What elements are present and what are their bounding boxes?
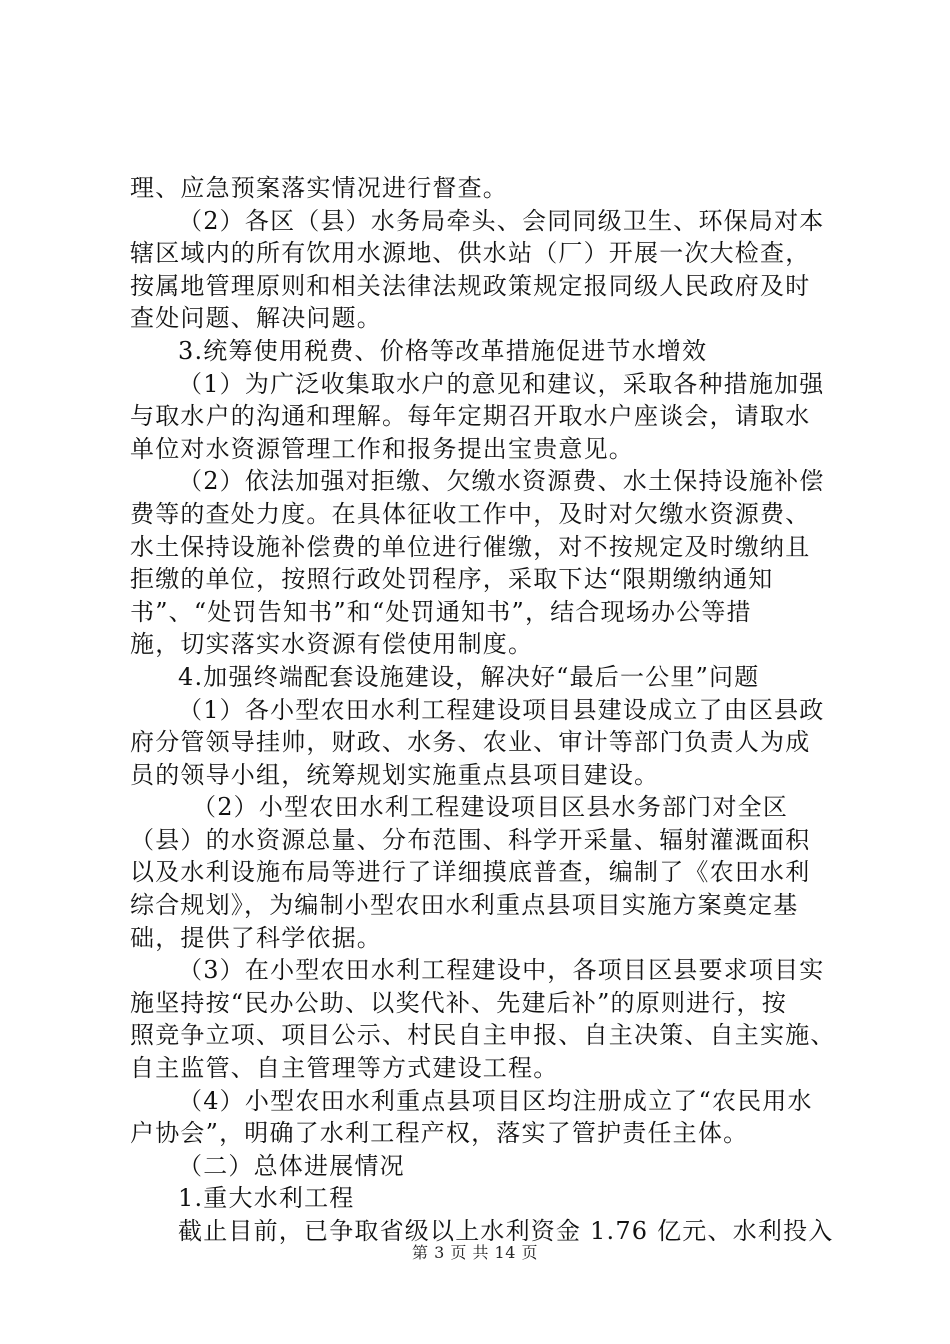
text-line: （2）各区（县）水务局牵头、会同同级卫生、环保局对本	[178, 206, 825, 235]
page-number-footer: 第 3 页 共 14 页	[412, 1243, 538, 1262]
text-line: （县）的水资源总量、分布范围、科学开采量、辐射灌溉面积	[130, 825, 811, 854]
text-line: 水土保持设施补偿费的单位进行催缴，对不按规定及时缴纳且	[130, 532, 811, 561]
section-heading: 3.统筹使用税费、价格等改革措施促进节水增效	[178, 336, 708, 365]
text-line: 辖区域内的所有饮用水源地、供水站（厂）开展一次大检查，	[130, 239, 811, 268]
text-line: 施，切实落实水资源有偿使用制度。	[130, 630, 534, 659]
text-line: 截止目前，已争取省级以上水利资金 1.76 亿元、水利投入	[178, 1217, 834, 1245]
text-line: （2）小型农田水利工程建设项目区县水务部门对全区	[192, 793, 789, 822]
document-body	[130, 172, 836, 1248]
section-heading: （二）总体进展情况	[178, 1151, 405, 1180]
text-line: （4）小型农田水利重点县项目区均注册成立了“农民用水	[178, 1086, 813, 1115]
text-line: （3）在小型农田水利工程建设中，各项目区县要求项目实	[178, 956, 825, 985]
text-line: 费等的查处力度。在具体征收工作中，及时对欠缴水资源费、	[130, 499, 811, 528]
text-line: 单位对水资源管理工作和报务提出宝贵意见。	[130, 434, 634, 463]
text-line: 户协会”，明确了水利工程产权，落实了管护责任主体。	[130, 1119, 749, 1148]
text-line: （1）为广泛收集取水户的意见和建议，采取各种措施加强	[178, 369, 825, 398]
section-heading: 1.重大水利工程	[178, 1184, 355, 1213]
text-line: 员的领导小组，统筹规划实施重点县项目建设。	[130, 760, 660, 789]
text-line: 理、应急预案落实情况进行督查。	[130, 174, 508, 202]
text-line: 与取水户的沟通和理解。每年定期召开取水户座谈会，请取水	[130, 402, 811, 431]
text-line: 查处问题、解决问题。	[130, 304, 382, 333]
text-line: （1）各小型农田水利工程建设项目县建设成立了由区县政	[178, 695, 825, 724]
text-line: （2）依法加强对拒缴、欠缴水资源费、水土保持设施补偿	[178, 467, 825, 496]
section-heading: 4.加强终端配套设施建设，解决好“最后一公里”问题	[178, 662, 760, 691]
text-line: 拒缴的单位，按照行政处罚程序，采取下达“限期缴纳通知	[130, 565, 774, 594]
text-line: 照竞争立项、项目公示、村民自主申报、自主决策、自主实施、	[130, 1021, 836, 1050]
text-line: 府分管领导挂帅，财政、水务、农业、审计等部门负责人为成	[130, 728, 811, 757]
text-line: 书”、“处罚告知书”和“处罚通知书”，结合现场办公等措	[130, 597, 752, 626]
text-line: 按属地管理原则和相关法律法规政策规定报同级人民政府及时	[130, 271, 811, 300]
text-line: 综合规划》，为编制小型农田水利重点县项目实施方案奠定基	[130, 891, 799, 920]
text-line: 础，提供了科学依据。	[130, 923, 382, 952]
text-line: 以及水利设施布局等进行了详细摸底普查，编制了《农田水利	[130, 858, 811, 887]
text-line: 施坚持按“民办公助、以奖代补、先建后补”的原则进行，按	[130, 988, 787, 1017]
text-line: 自主监管、自主管理等方式建设工程。	[130, 1054, 559, 1083]
